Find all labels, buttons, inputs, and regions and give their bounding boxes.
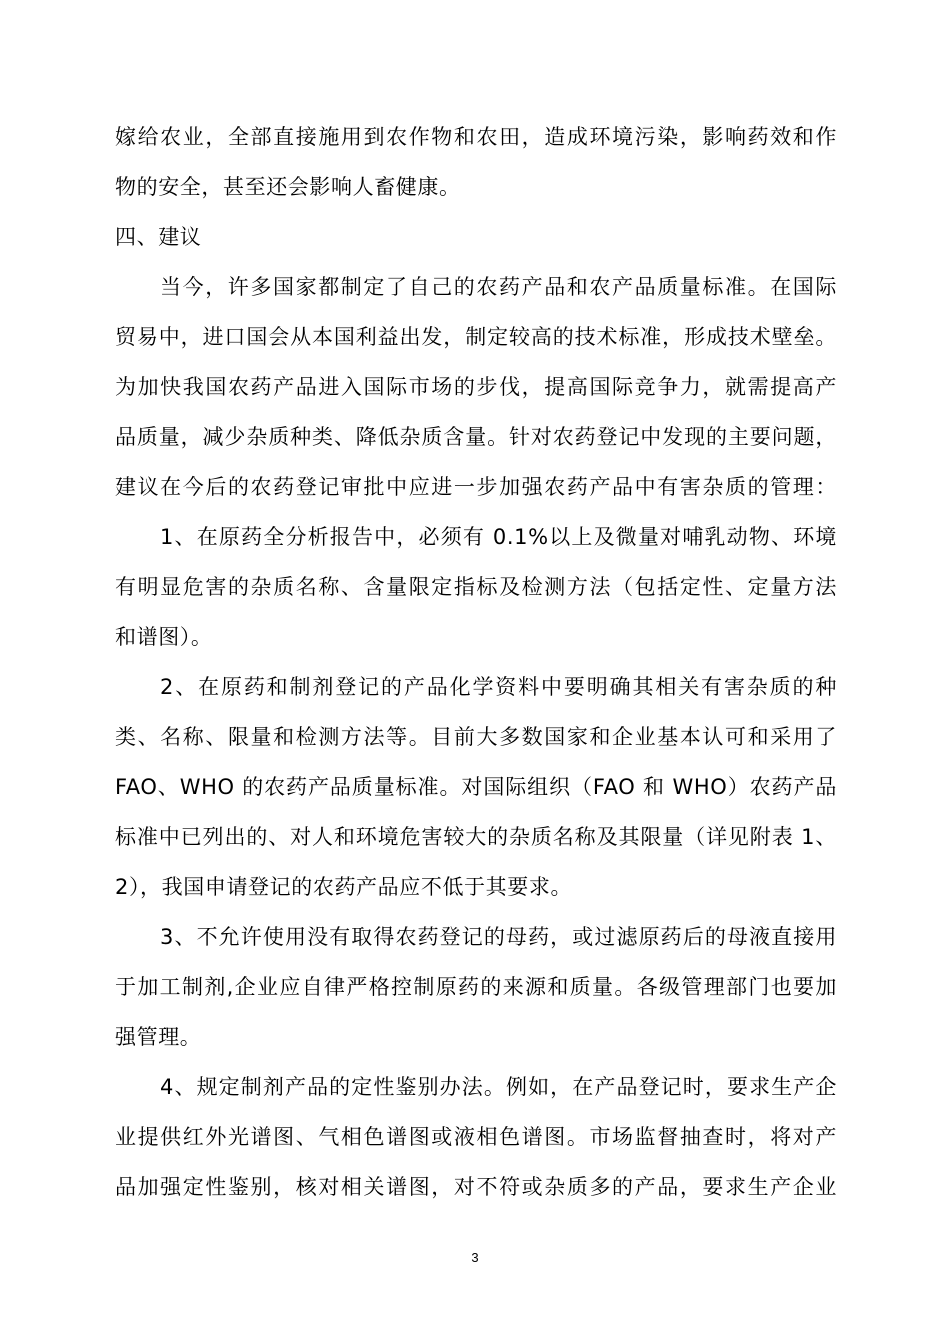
text-line: 建议在今后的农药登记审批中应进一步加强农药产品中有害杂质的管理：	[115, 475, 837, 499]
text-line: 嫁给农业，全部直接施用到农作物和农田，造成环境污染，影响药效和作	[115, 125, 837, 149]
text-line: 当今，许多国家都制定了自己的农药产品和农产品质量标准。在国际	[160, 275, 837, 299]
text-line: 标准中已列出的、对人和环境危害较大的杂质名称及其限量（详见附表 1、	[115, 825, 837, 849]
list-item-1: 1、在原药全分析报告中，必须有 0.1%以上及微量对哺乳动物、环境	[160, 525, 837, 549]
text-line: 为加快我国农药产品进入国际市场的步伐，提高国际竞争力，就需提高产	[115, 375, 837, 399]
text-line: 物的安全，甚至还会影响人畜健康。	[115, 175, 461, 199]
section-heading: 四、建议	[115, 225, 202, 249]
list-item-3: 3、不允许使用没有取得农药登记的母药，或过滤原药后的母液直接用	[160, 925, 837, 949]
page-number: 3	[471, 1250, 479, 1265]
list-item-4: 4、规定制剂产品的定性鉴别办法。例如，在产品登记时，要求生产企	[160, 1075, 837, 1099]
text-line: 和谱图）。	[115, 625, 213, 649]
text-line: 品加强定性鉴别，核对相关谱图，对不符或杂质多的产品，要求生产企业	[115, 1175, 837, 1199]
text-line: 品质量，减少杂质种类、降低杂质含量。针对农药登记中发现的主要问题，	[115, 425, 837, 449]
text-line: 类、名称、限量和检测方法等。目前大多数国家和企业基本认可和采用了	[115, 725, 837, 749]
text-line: 有明显危害的杂质名称、含量限定指标及检测方法（包括定性、定量方法	[115, 575, 837, 599]
text-line: 业提供红外光谱图、气相色谱图或液相色谱图。市场监督抽查时，将对产	[115, 1125, 837, 1149]
text-line: 强管理。	[115, 1025, 202, 1049]
text-line: 贸易中，进口国会从本国利益出发，制定较高的技术标准，形成技术壁垒。	[115, 325, 837, 349]
text-line: 2），我国申请登记的农药产品应不低于其要求。	[115, 875, 573, 899]
text-line: FAO、WHO 的农药产品质量标准。对国际组织（FAO 和 WHO）农药产品	[115, 775, 837, 799]
text-line: 于加工制剂,企业应自律严格控制原药的来源和质量。各级管理部门也要加	[115, 975, 837, 999]
list-item-2: 2、在原药和制剂登记的产品化学资料中要明确其相关有害杂质的种	[160, 675, 837, 699]
